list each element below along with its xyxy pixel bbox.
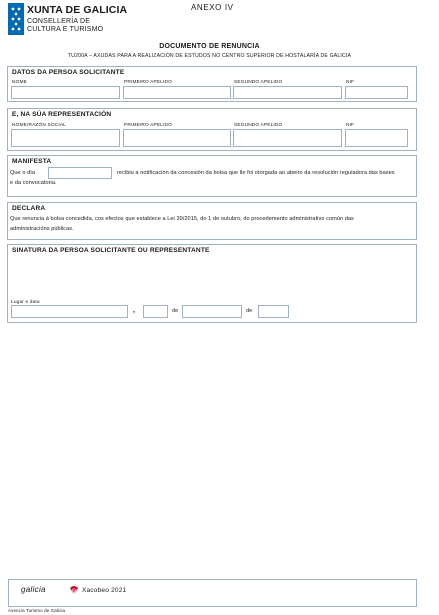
manifest-text-line-1: recibiu a notificación da concesión da bolsa que lle foi otorgada ao abeiro da resolución reguladora das bases: [117, 170, 395, 176]
galicia-logo: galicia: [21, 585, 46, 594]
nome-field[interactable]: [11, 86, 120, 99]
notification-date-field[interactable]: [48, 167, 112, 179]
xunta-shield-icon: [8, 3, 24, 35]
annex-label: ANEXO IV: [191, 3, 234, 12]
field-label-nif: NIF: [346, 80, 355, 85]
section-title: SINATURA DA PERSOA SOLICITANTE OU REPRESENTANTE: [12, 247, 210, 254]
place-field[interactable]: [11, 305, 128, 318]
manifest-prefix: Que o día: [10, 170, 36, 176]
manifest-text-line-2: e da convocatoria.: [10, 180, 57, 186]
primeiro-apelido-field[interactable]: [123, 86, 231, 99]
document-subtitle: TU200A – AXUDAS PARA A REALIZACIÓN DE ESTUDOS NO CENTRO SUPERIOR DE HOSTALARÍA DE GALICIA: [67, 53, 352, 59]
de-separator-1: de: [172, 308, 179, 314]
field-label-segundo-apelido: SEGUNDO APELIDO: [234, 80, 283, 85]
org-name: XUNTA DE GALICIA: [27, 4, 128, 16]
document-title: DOCUMENTO DE RENUNCIA: [159, 43, 260, 50]
manifest-section: [7, 155, 417, 197]
signature-section: [7, 244, 417, 323]
section-title: DATOS DA PERSOA SOLICITANTE: [12, 69, 125, 76]
place-date-label: Lugar e data: [11, 300, 40, 305]
xacobeo-logo: Xacobeo 2021: [82, 587, 127, 594]
rep-segundo-apelido-field[interactable]: [233, 129, 342, 147]
section-title: DECLARA: [12, 205, 46, 212]
declare-section: [7, 202, 417, 240]
section-title: MANIFESTA: [12, 158, 52, 165]
nif-field[interactable]: [345, 86, 408, 99]
xacobeo-shell-icon: [69, 584, 79, 596]
department-line-1: CONSELLERÍA DE: [27, 18, 91, 25]
declare-text-line-1: Que renuncia á bolsa concedida, cos efectos que establece a Lei 39/2015, do 1 de outubro, do procedemento administrativo común das: [10, 216, 354, 222]
de-separator-2: de: [246, 308, 253, 314]
department-line-2: CULTURA E TURISMO: [27, 26, 104, 33]
rep-nif-field[interactable]: [345, 129, 408, 147]
field-label-nif: NIF: [346, 123, 355, 128]
field-label-primeiro-apelido: PRIMEIRO APELIDO: [124, 80, 172, 85]
field-label-segundo-apelido: SEGUNDO APELIDO: [234, 123, 283, 128]
field-label-razon-social: NOME/RAZÓN SOCIAL: [12, 123, 66, 128]
applicant-section: [7, 66, 417, 102]
field-label-nome: NOME: [12, 80, 27, 85]
razon-social-field[interactable]: [11, 129, 120, 147]
agency-name: Axencia Turismo de Galicia: [8, 608, 66, 613]
day-field[interactable]: [143, 305, 168, 318]
representative-section: [7, 108, 417, 151]
month-field[interactable]: [182, 305, 242, 318]
section-title: E, NA SÚA REPRESENTACIÓN: [12, 111, 112, 118]
rep-primeiro-apelido-field[interactable]: [123, 129, 231, 147]
field-label-primeiro-apelido: PRIMEIRO APELIDO: [124, 123, 172, 128]
year-field[interactable]: [258, 305, 289, 318]
comma-separator: ,: [133, 307, 135, 314]
segundo-apelido-field[interactable]: [233, 86, 342, 99]
declare-text-line-2: administracións públicas.: [10, 226, 74, 232]
xunta-logo: [8, 3, 128, 39]
